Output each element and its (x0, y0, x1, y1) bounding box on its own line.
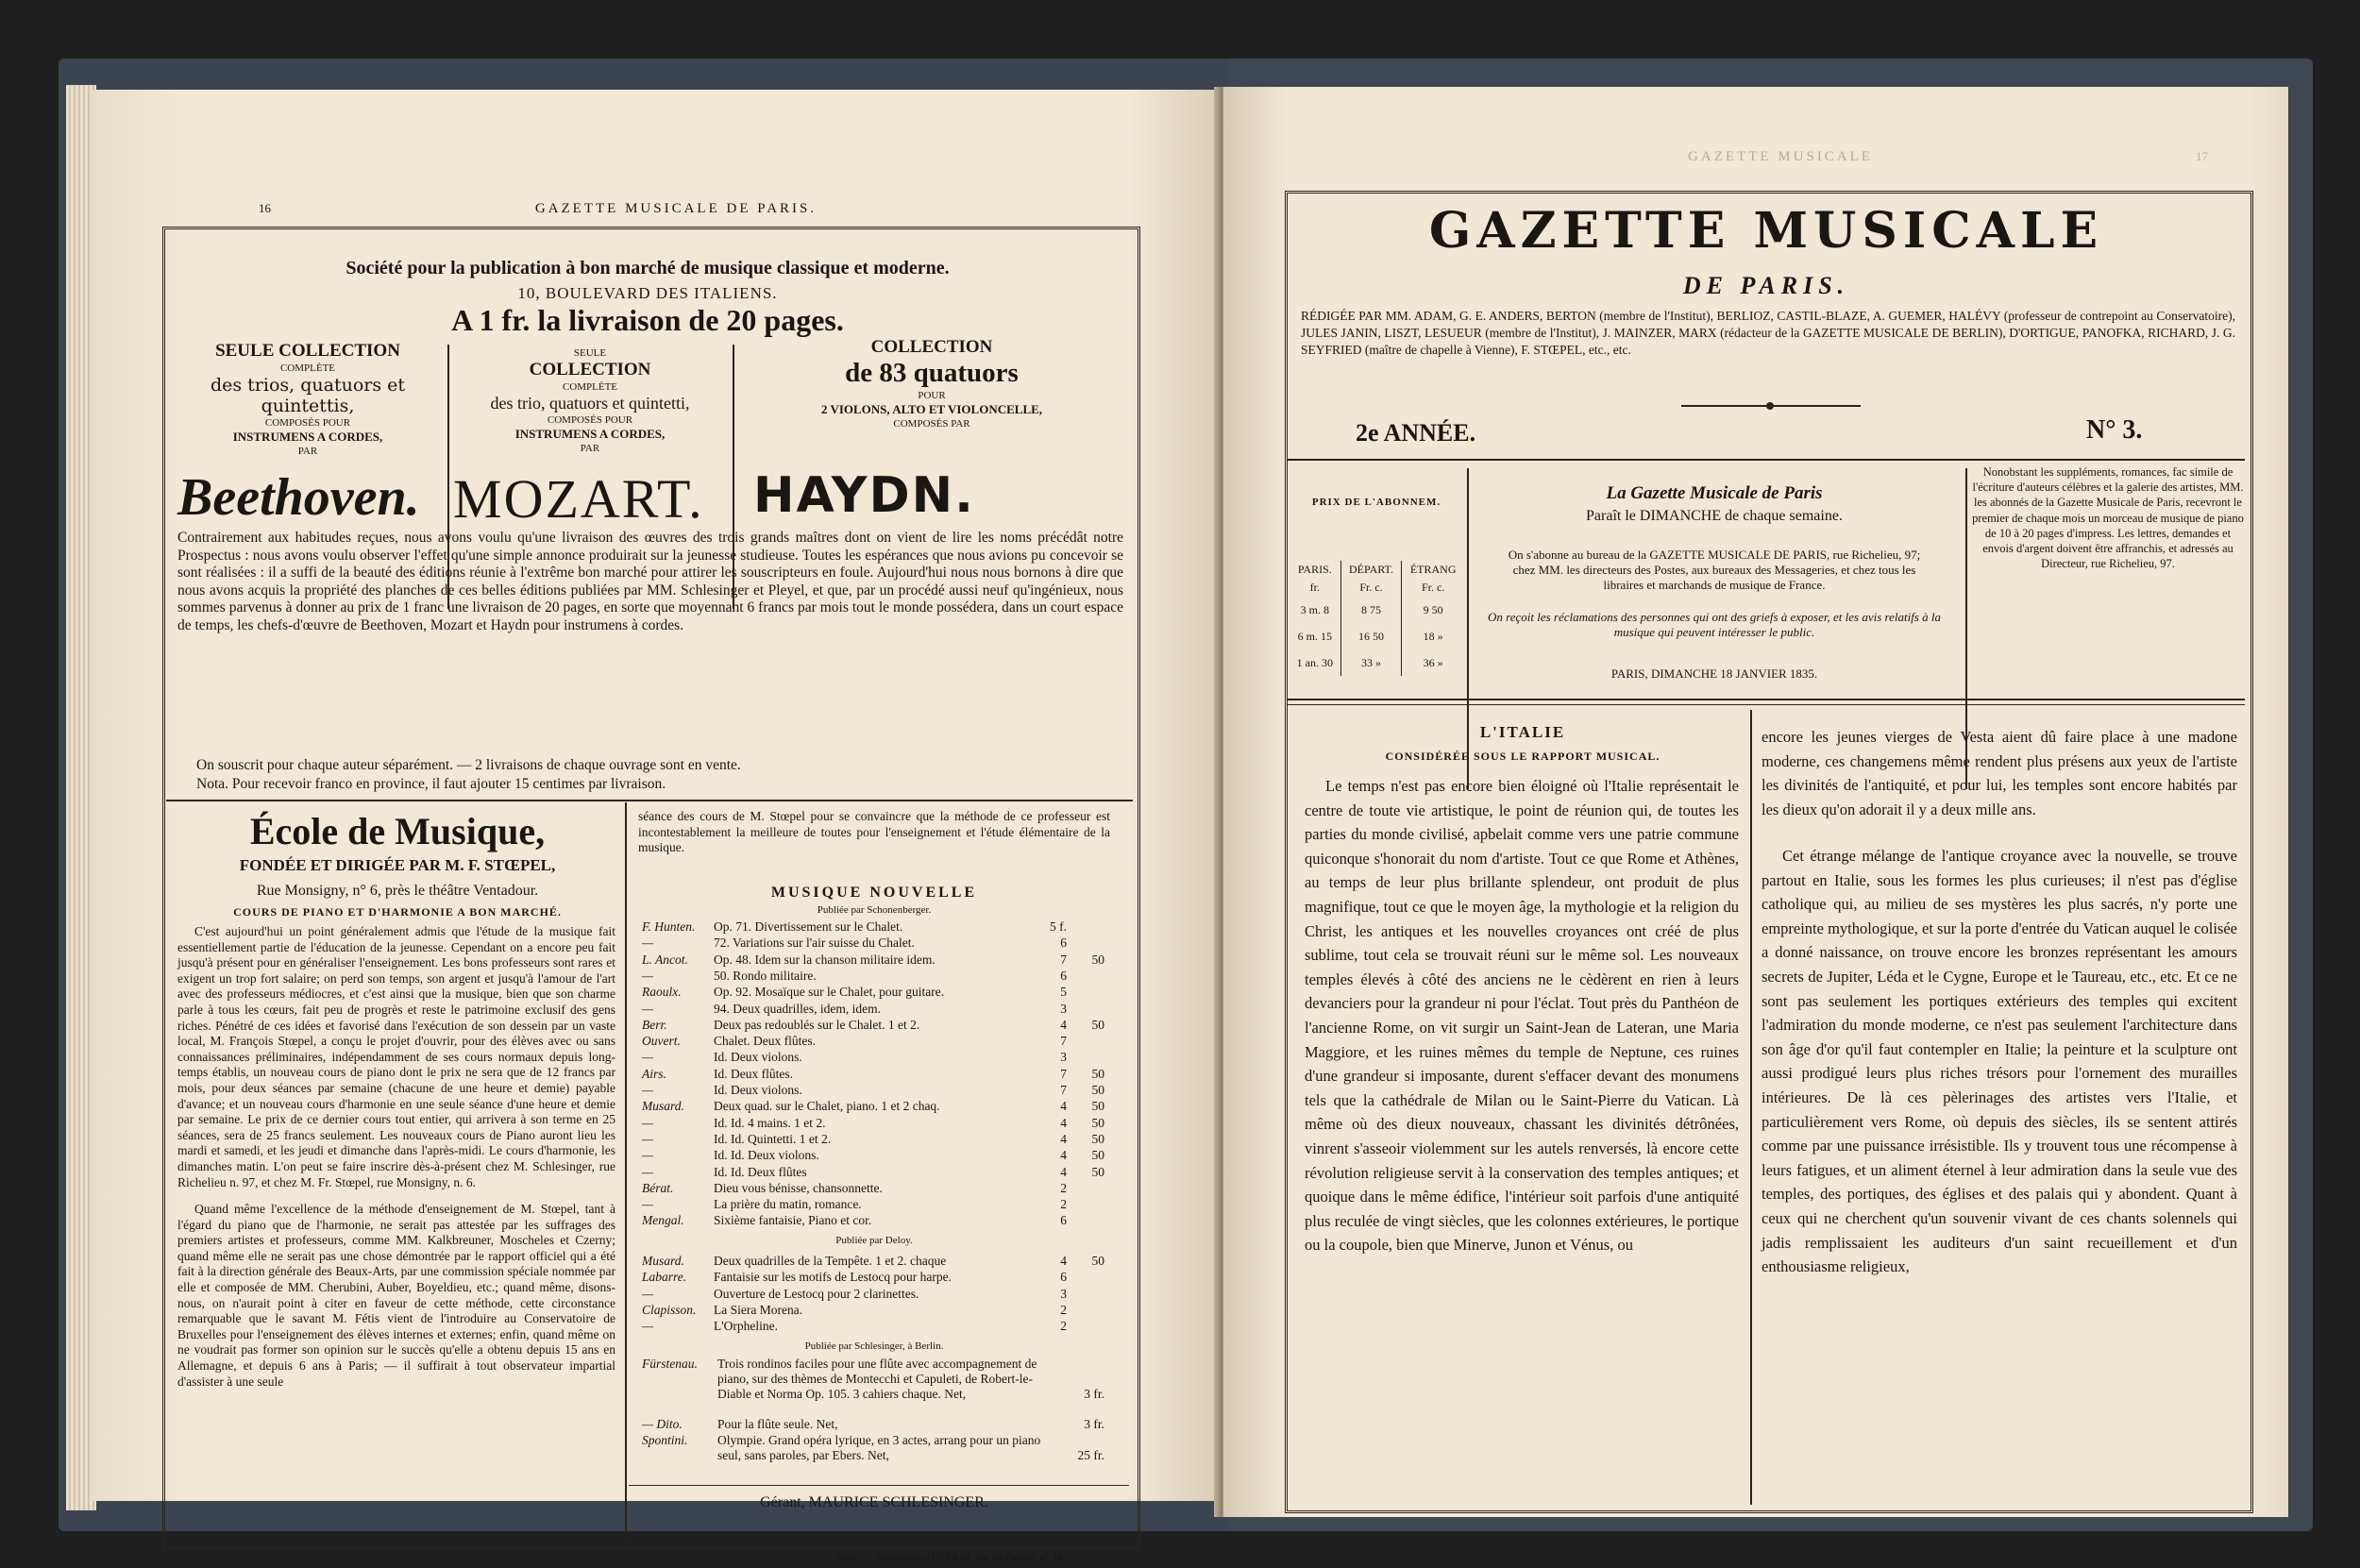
prix-unit: fr. (1290, 579, 1340, 597)
society-address: 10, BOULEVARD DES ITALIENS. (517, 284, 778, 302)
music-composer: L. Ancot. (642, 952, 688, 967)
music-composer: Fürstenau. (642, 1357, 698, 1371)
music-composer: Bérat. (642, 1180, 674, 1195)
col1-line: des trios, quatuors et quintettis, (210, 375, 406, 416)
info-italic: On reçoit les réclamations des personnes qui ont des griefs à exposer, et les avis relatifs à la musique qui peuvent intéresser le public. (1488, 610, 1941, 639)
music-composer: — (642, 1001, 654, 1016)
music-price: 4 (1060, 1131, 1067, 1146)
music-title: 94. Deux quadrilles, idem, idem. (714, 1001, 881, 1016)
music-composer: Musard. (642, 1099, 684, 1114)
article-column-2a: encore les jeunes vierges de Vesta aient dû faire place à une madone moderne, ces changemens même rendent plus présens aux yeux de l'artiste les divinités de l'antiquité, et pour lui, les temples sont encore habités par les dieux qu'on adorait il y a deux mille ans. (1762, 728, 2237, 818)
musique-list-2 (642, 1253, 1114, 1338)
society-price: A 1 fr. la livraison de 20 pages. (451, 303, 844, 337)
prix-title: PRIX DE L'ABONNEM. (1311, 497, 1441, 508)
col3-line: de 83 quatuors (845, 358, 1019, 388)
music-title: Id. Id. Quintetti. 1 et 2. (714, 1131, 832, 1146)
music-price: 7 (1060, 1083, 1067, 1097)
prix-unit: Fr. c. (1340, 579, 1402, 597)
music-item (642, 1180, 1104, 1196)
col2-line: des trio, quatuors et quintetti, (490, 394, 690, 413)
music-item (642, 1131, 1104, 1147)
music-price: 7 (1060, 952, 1067, 967)
section-rule (166, 800, 1133, 801)
music-composer: Spontini. (642, 1433, 688, 1447)
music-title: La prière du matin, romance. (714, 1197, 862, 1212)
music-composer: Ouvert. (642, 1034, 681, 1049)
prix-cell: 9 50 (1423, 602, 1443, 616)
col1-line: PAR (297, 446, 318, 457)
music-title: Trois rondinos faciles pour une flûte avec accompagnement de piano, sur des thèmes de Montecchi et Capuleti, de Robert-le-Diable et Norma Op. 105. 3 cahiers chaque. Net, (717, 1357, 1037, 1401)
prix-cell: 33 » (1340, 649, 1402, 676)
prix-cell: 18 » (1423, 629, 1443, 643)
music-title: Sixième fantaisie, Piano et cor. (714, 1213, 872, 1228)
musique-publisher-2: Publiée par Deloy. (835, 1235, 913, 1246)
musique-title: MUSIQUE NOUVELLE (770, 885, 978, 901)
ecole-founded: FONDÉE ET DIRIGÉE PAR M. F. STŒPEL, (239, 856, 556, 874)
music-cents: 50 (1091, 1083, 1104, 1097)
header-rule (1288, 459, 2245, 461)
music-title: 72. Variations sur l'air suisse du Chalet. (714, 936, 915, 951)
music-item (642, 1318, 1104, 1334)
music-item (642, 1098, 1104, 1114)
music-title: Id. Deux flûtes. (714, 1066, 793, 1081)
music-composer: — (642, 1197, 654, 1212)
music-price: 2 (1060, 1180, 1067, 1195)
column-divider (625, 802, 627, 1539)
music-price: 6 (1060, 1213, 1067, 1228)
society-col1 (176, 341, 440, 458)
article-column-2b: Cet étrange mélange de l'antique croyance avec la nouvelle, se trouve partout en Italie, sous les formes les plus curieuses; il n'est pas d'église catholique qui, au milieu de ses mystères les plus sacrés, n'y porte une empreinte mythologique, et sur la porte d'entrée du Vatican auquel le colisée a donné naissance, on trouve encore les bronzes représentant les amours secrets de Jupiter, Léda et le Cygne, Europe et le Taureau, etc., etc. Et ce ne sont pas seulement les portiques extérieurs des temples qui excitent l'admiration du monde moderne, ce n'est pas seulement l'architecture dans son âge d'or qu'il faut contempler en Italie; la peinture et la sculpture ont aussi prodigué leurs plus riches trésors pour l'ornement des murailles intérieures. De là ces pèlerinages des artistes vers l'Italie, et particulièrement vers Rome, où depuis des siècles, ils se sentent attirés comme par une puissance irrésistible. Ils y trouvent tous une récompense à leurs fatigues, et un aliment éternel à leur admiration dans la seule vue des temples, des portiques, des églises et des palais qui y abondent. Quant à ceux qui ne cherchent qu'un souvenir vivant de ces chants solennels qui jadis remplissaient les auditeurs d'un saint recueillement et d'un enthousiasme religieux, (1762, 847, 2237, 1276)
music-item (642, 1357, 1104, 1402)
music-cents: 50 (1091, 1148, 1104, 1163)
prix-cell: 3 m. 8 (1290, 597, 1340, 623)
music-title: Dieu vous bénisse, chansonnette. (714, 1180, 883, 1195)
ornament-rule (1681, 402, 1861, 410)
music-price: 25 fr. (1077, 1448, 1104, 1462)
col2-line: COMPLÈTE (562, 381, 618, 393)
musique-publisher-3: Publiée par Schlesinger, à Berlin. (804, 1340, 944, 1352)
info-rule (1288, 699, 2245, 700)
music-title: Pour la flûte seule. Net, (717, 1417, 838, 1431)
info-rule (1288, 704, 2245, 705)
music-cents: 50 (1091, 1115, 1104, 1130)
music-price: 7 (1060, 1034, 1067, 1049)
music-item (642, 1286, 1104, 1302)
music-title: Op. 48. Idem sur la chanson militaire idem. (714, 952, 936, 967)
music-title: La Siera Morena. (714, 1302, 803, 1317)
music-item (642, 1164, 1104, 1180)
right-page (1223, 87, 2288, 1517)
music-composer: — (642, 1050, 654, 1065)
article-title: L'ITALIE (1479, 723, 1566, 741)
gerant-line: Gérant, MAURICE SCHLESINGER. (760, 1494, 988, 1510)
col2-line: INSTRUMENS A CORDES, (514, 427, 666, 441)
ecole-body-1: C'est aujourd'hui un point généralement admis que l'étude de la musique fait essentiellement partie de l'éducation de la jeunesse. Cependant on a encore peu fait jusqu'à présent pour en généraliser l'enseignement. Les bons professeurs sont rares et exigent un trop fort salaire; on perd son temps, son argent et jusqu'à l'amour de l'art avec des professeurs médiocres, et c'est ainsi que la musique, bien que son charme parle à tous les cœurs, fait peu de progrès et reste le patrimoine exclusif des gens riches. Pénétré de ces idées et favorisé dans l'exécution de son dessein par un vaste local, M. François Stœpel, a conçu le projet d'ouvrir, pour des élèves avec ou sans connaissances préliminaires, indépendamment de ses cours normaux depuis long-temps établis, un nouveau cours de piano dont le prix ne sera que de 12 francs par mois, pour deux séances par semaine (chacune de une heure et demie) payable d'avance; et un nouveau cours d'harmonie en une seule séance d'une heure et demie par semaine. Le prix de ce dernier cours tout entier, qui arrivera à son terme en 25 séances, sera de 25 francs seulement. Les nouveaux cours de Piano auront lieu les mardi et samedi, et les jeudi et dimanche dans l'après-midi. Le cours d'harmonie, les dimanches matin. L'on peut se faire inscrire dès-à-présent chez M. Schlesinger, rue Richelieu n. 97, et chez M. Fr. Stœpel, rue Monsigny, n. 6. (177, 924, 615, 1189)
music-title: Ouverture de Lestocq pour 2 clarinettes. (714, 1286, 919, 1301)
music-title: Chalet. Deux flûtes. (714, 1034, 816, 1049)
music-composer: Airs. (642, 1066, 666, 1081)
music-title: Id. Deux violons. (714, 1050, 802, 1065)
left-running-head: GAZETTE MUSICALE DE PARIS. (534, 201, 818, 216)
society-body: Contrairement aux habitudes reçues, nous avons voulu qu'une livraison des œuvres des trois grands maîtres dont on vient de lire les noms précédât notre Prospectus : nous avons voulu observer l'effet qu'une simple annonce produirait sur la jeunesse studieuse. Toutes les espérances que nous avions pu concevoir se sont réalisées : il a suffi de la beauté des éditions réunie à l'extrême bon marché pour attirer les souscripteurs en foule. Aujourd'hui nous nous bornons à dire que nous avons acquis la propriété des planches de ces belles éditions publiées par MM. Schlesinger et Pleyel, et que, par un procédé aussi neuf qu'ingénieux, nous sommes parvenus à donner au prix de 1 franc une livraison de 20 pages, en sorte que moyennant 6 francs par mois tout le monde possédera, dans un court espace de temps, les chefs-d'œuvre de Beethoven, Mozart et Haydn pour instrumens à cordes. (177, 530, 1123, 633)
music-price: 2 (1060, 1302, 1067, 1317)
issue-date: PARIS, DIMANCHE 18 JANVIER 1835. (1610, 666, 1818, 681)
music-title: Id. Deux violons. (714, 1083, 802, 1097)
col2-line: PAR (580, 443, 600, 454)
music-title: Id. Id. Deux violons. (714, 1148, 819, 1163)
music-title: Deux quad. sur le Chalet, piano. 1 et 2 chaq. (714, 1099, 940, 1114)
imprint-line: Paris. — Imprimerie d'EVERAT, rue du Cadran, n° 16. (836, 1552, 1066, 1563)
music-item (642, 1115, 1104, 1131)
article-column-1: Le temps n'est pas encore bien éloigné où l'Italie représentait le centre de toute vie artistique, le point de réunion qui, de toutes les parties du monde civilisé, apbelait comme vers une patrie commune quiconque s'honorait du nom d'artiste. Tout ce que Rome et Athènes, au temps de leur plus brillante splendeur, ont produit de plus magnifique, tout ce que le moyen âge, la mythologie et la religion du Christ, les antiques et les nouvelles croyances ont créé de plus sublime, tout cela se trouvait réuni sur le même sol. Les nouveaux temples élevés à côté des anciens ne le cèdèrent en rien à leurs devanciers pour la grandeur ni pour l'éclat. Tout près du Panthéon de l'ancienne Rome, on vit surgir un Saint-Jean de Lateran, une Maria Maggiore, et les ruines mêmes du temple de Neptune, ces ruines d'une grandeur si imposante, durent s'effacer devant des monumens tels que la cathédrale de Milan ou le Saint-Pierre du Vatican. Là même où des dieux nouveaux, chassant les divinités détrônées, vinrent s'asseoir violemment sur les autels renversés, là encore cette révolution religieuse servit à la conservation des temples antiques; et quoique dans le même édifice, l'intérieur soit parfois d'une antiquité plus reculée de vingt siècles, que les colonnes extérieures, le portique ou la coupole, bien que Minerve, Junon et Vénus, ou (1305, 777, 1739, 1255)
music-item (642, 1066, 1104, 1082)
masthead-editors: RÉDIGÉE PAR MM. ADAM, G. E. ANDERS, BERTON (membre de l'Institut), BERLIOZ, CASTIL-BLAZE, A. GUEMER, HALÉVY (professeur de contrepoint au Conservatoire), JULES JANIN, LISZT, LESUEUR (membre de l'Institut), J. MAINZER, MARX (rédacteur de la GAZETTE MUSICALE DE BERLIN), D'ORTIGUE, PANOFKA, RICHARD, J. G. SEYFRIED (maître de chapelle à Vienne), F. STŒPEL, etc., etc. (1301, 309, 2235, 357)
music-item (642, 1196, 1104, 1212)
composer-beethoven: Beethoven. (177, 468, 420, 527)
music-price: 3 fr. (1084, 1417, 1104, 1431)
music-price: 3 (1060, 1001, 1067, 1016)
col3-line: POUR (918, 390, 946, 401)
music-price: 4 (1060, 1164, 1067, 1179)
music-item (642, 1253, 1104, 1269)
music-price: 3 fr. (1084, 1387, 1104, 1401)
music-composer: Raoulx. (642, 985, 682, 1000)
music-cents: 50 (1091, 1131, 1104, 1146)
music-price: 4 (1060, 1148, 1067, 1163)
music-title: Fantaisie sur les motifs de Lestocq pour harpe. (714, 1270, 952, 1285)
music-cents: 50 (1091, 1099, 1104, 1114)
prix-cell: 16 50 (1340, 623, 1402, 649)
right-running-head: GAZETTE MUSICALE (1688, 149, 1873, 164)
music-item (642, 1212, 1104, 1228)
music-cents: 50 (1091, 952, 1104, 967)
music-item (642, 1001, 1104, 1017)
prix-unit: Fr. c. (1422, 581, 1445, 594)
prix-cell: 8 75 (1340, 597, 1402, 623)
info-title: La Gazette Musicale de Paris (1606, 483, 1823, 503)
music-composer: — (642, 1148, 654, 1163)
music-composer: Berr. (642, 1017, 667, 1032)
music-title: Id. Id. Deux flûtes (714, 1164, 807, 1179)
music-item (642, 1269, 1104, 1285)
music-composer: — (642, 1083, 654, 1097)
music-item (642, 1017, 1104, 1033)
music-title: Deux quadrilles de la Tempête. 1 et 2. chaque (714, 1254, 947, 1268)
music-composer: Labarre. (642, 1270, 687, 1285)
col1-line: COMPLÈTE (279, 362, 336, 374)
ecole-title: École de Musique, (249, 810, 546, 852)
issue-number: N° 3. (2086, 415, 2143, 445)
ecole-address: Rue Monsigny, n° 6, près le théâtre Ventadour. (256, 883, 539, 899)
music-composer: — (642, 936, 654, 951)
gerant-rule (629, 1485, 1129, 1486)
music-item (642, 1433, 1104, 1463)
ecole-body-2: Quand même l'excellence de la méthode d'enseignement de M. Stœpel, tant à l'égard du piano que de l'harmonie, ne serait pas attestée par les suffrages des premiers artistes et professeurs, comme MM. Kalkbreuner, Moscheles et Czerny; quand même elle ne serait pas une chose démontrée par le rapport officiel qui a été fait à la direction générale des Beaux-Arts, par une commission spéciale nommée par elle et composée de MM. Cherubini, Auber, Boyeldieu, etc.; quand même, disons-nous, on n'aurait point à citer en faveur de cette méthode, cette circonstance remarquable que le savant M. Fétis vient de l'introduire au Conservatoire de Bruxelles pour l'enseignement des élèves internes et externes; enfin, quand même on ne voudrait pas former son opinion sur le succès qu'elle a obtenu depuis 15 ans en Allemagne, et depuis 6 ans à Paris; — il suffirait à tout observateur impartial d'assister à une seule (177, 1202, 615, 1389)
music-cents: 50 (1091, 1066, 1104, 1081)
musique-list-1 (642, 919, 1114, 1230)
society-subscribe: On souscrit pour chaque auteur séparément. — 2 livraisons de chaque ouvrage sont en vente. (196, 757, 741, 773)
info-body: On s'abonne au bureau de la GAZETTE MUSICALE DE PARIS, rue Richelieu, 97; chez MM. les directeurs des Postes, aux bureaux des Messageries, et chez tous les libraires et marchands de musique de France. (1508, 548, 1921, 592)
music-composer: — (642, 1115, 654, 1130)
music-price: 6 (1060, 1270, 1067, 1285)
music-composer: — (642, 1164, 654, 1179)
music-item (642, 984, 1104, 1000)
side-note: Nonobstant les suppléments, romances, fac simile de l'écriture d'auteurs célèbres et la galerie des artistes, MM. les abonnés de la Gazette Musicale de Paris, recevront le premier de chaque mois un morceau de musique de piano de 10 à 20 pages d'impress. Les lettres, demandes et envois d'argent doivent être affranchis, et adressés au Directeur, rue Richelieu, 97. (1972, 465, 2244, 571)
music-price: 6 (1060, 968, 1067, 983)
music-item (642, 1049, 1104, 1065)
music-item (642, 1033, 1104, 1049)
society-col3 (738, 337, 1125, 430)
music-item (642, 1417, 1104, 1432)
music-title: Deux pas redoublés sur le Chalet. 1 et 2. (714, 1017, 920, 1032)
year-label: 2e ANNÉE. (1356, 419, 1476, 447)
music-composer: Clapisson. (642, 1302, 697, 1317)
music-price: 3 (1060, 1050, 1067, 1065)
music-cents: 50 (1091, 1164, 1104, 1179)
ecole-courses: COURS DE PIANO ET D'HARMONIE A BON MARCHÉ. (233, 905, 562, 919)
musique-publisher-1: Publiée par Schonenberger. (817, 904, 932, 916)
music-price: 4 (1060, 1115, 1067, 1130)
col3-line: COMPOSÉS PAR (893, 418, 970, 430)
music-item (642, 968, 1104, 984)
prix-cell: 6 m. 15 (1290, 623, 1340, 649)
music-composer: — Dito. (642, 1417, 683, 1431)
col3-line: COLLECTION (870, 337, 993, 357)
society-nota: Nota. Pour recevoir franco en province, il faut ajouter 15 centimes par livraison. (196, 776, 666, 792)
music-title: Id. Id. 4 mains. 1 et 2. (714, 1115, 826, 1130)
music-item (642, 1302, 1104, 1318)
music-composer: — (642, 1286, 654, 1301)
left-page-number: 16 (259, 201, 271, 215)
music-title: Olympie. Grand opéra lyrique, en 3 actes, arrang pour un piano seul, sans paroles, par Ebers. Net, (717, 1433, 1041, 1462)
music-cents: 50 (1091, 1017, 1104, 1032)
col2-line: COLLECTION (529, 360, 651, 379)
music-title: 50. Rondo militaire. (714, 968, 817, 983)
music-price: 5 f. (1050, 919, 1067, 934)
article-column-divider (1750, 710, 1752, 1505)
info-subtitle: Paraît le DIMANCHE de chaque semaine. (1586, 508, 1843, 524)
music-price: 4 (1060, 1099, 1067, 1114)
ecole-continuation: séance des cours de M. Stœpel pour se convaincre que la méthode de ce professeur est incontestablement la meilleure de toutes pour l'enseignement et l'étude élémentaire de la musique. (638, 809, 1110, 855)
music-composer: Musard. (642, 1254, 684, 1268)
music-price: 2 (1060, 1197, 1067, 1212)
col1-line: COMPOSÉS POUR (264, 417, 351, 429)
music-title: Op. 71. Divertissement sur le Chalet. (714, 919, 903, 934)
music-composer: — (642, 1131, 654, 1146)
col1-line: SEULE COLLECTION (215, 341, 400, 361)
music-cents: 50 (1091, 1254, 1104, 1268)
music-item (642, 1082, 1104, 1098)
music-price: 5 (1060, 985, 1067, 1000)
music-item (642, 919, 1104, 935)
prix-cell: 36 » (1423, 655, 1443, 669)
col2-line: SEULE (573, 347, 607, 359)
right-page-number: 17 (2196, 149, 2208, 163)
prix-header: PARIS. (1290, 561, 1340, 579)
music-item (642, 952, 1104, 968)
music-composer: Mengal. (642, 1213, 684, 1228)
music-title: Op. 92. Mosaïque sur le Chalet, pour guitare. (714, 985, 945, 1000)
music-composer: F. Hunten. (642, 919, 696, 934)
masthead-title: GAZETTE MUSICALE (1428, 202, 2104, 260)
music-price: 6 (1060, 936, 1067, 951)
col2-line: COMPOSÉS POUR (547, 414, 633, 426)
music-title: L'Orpheline. (714, 1319, 779, 1334)
article-subtitle: CONSIDÉRÉE SOUS LE RAPPORT MUSICAL. (1385, 750, 1660, 763)
society-col2 (453, 346, 727, 455)
society-title: Société pour la publication à bon marché de musique classique et moderne. (346, 258, 950, 278)
prix-header: ÉTRANG (1409, 563, 1457, 576)
music-price: 7 (1060, 1066, 1067, 1081)
music-price: 3 (1060, 1286, 1067, 1301)
col1-line: INSTRUMENS A CORDES, (232, 430, 383, 444)
music-price: 2 (1060, 1319, 1067, 1334)
col3-line: 2 VIOLONS, ALTO ET VIOLONCELLE, (820, 402, 1043, 416)
music-composer: — (642, 968, 654, 983)
composer-haydn: HAYDN. (753, 467, 975, 524)
composer-mozart: MOZART. (453, 468, 704, 530)
music-price: 4 (1060, 1017, 1067, 1032)
left-page (91, 90, 1219, 1563)
music-item (642, 1147, 1104, 1163)
masthead-subtitle: DE PARIS. (1682, 272, 1850, 299)
music-price: 4 (1060, 1254, 1067, 1268)
prix-table (1290, 561, 1464, 676)
music-item (642, 935, 1104, 951)
music-composer: — (642, 1319, 654, 1334)
prix-header: DÉPART. (1340, 561, 1402, 579)
musique-list-3 (642, 1357, 1114, 1479)
prix-cell: 1 an. 30 (1290, 649, 1340, 676)
